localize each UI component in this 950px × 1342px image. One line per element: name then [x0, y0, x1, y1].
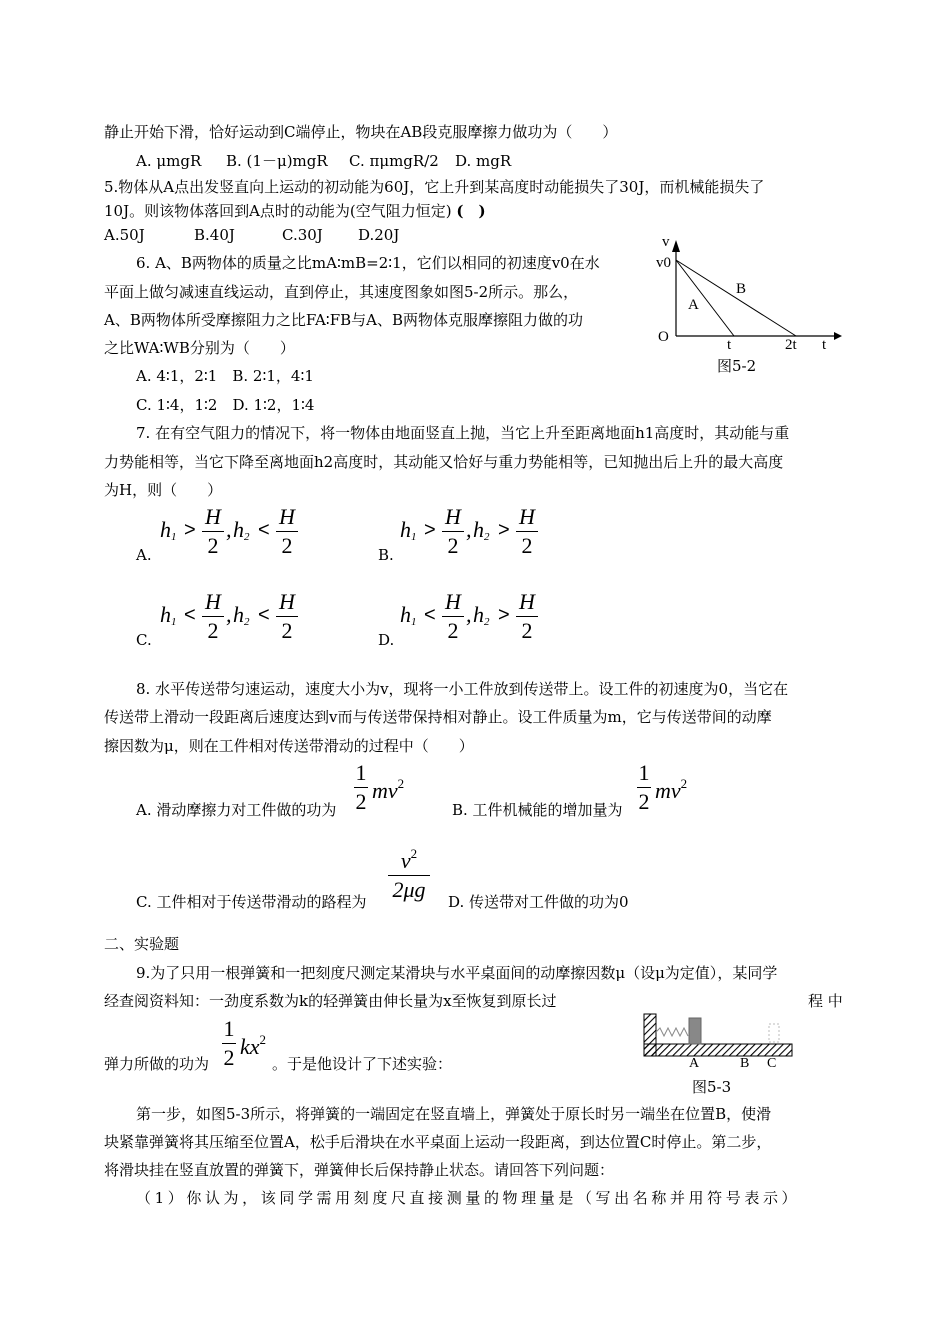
q5-stem-text: 10J。则该物体落回到A点时的动能为(空气阻力恒定): [104, 202, 452, 220]
tick-2t-label: 2t: [785, 337, 797, 353]
q5-stem-line1: 5.物体从A点出发竖直向上运动的初动能为60J，它上升到某高度时动能损失了30J，而机械能损失了: [104, 178, 765, 196]
q9-step1-line1: 第一步，如图5-3所示，将弹簧的一端固定在竖直墙上，弹簧处于原长时另一端坐在位置B，使滑: [136, 1105, 772, 1123]
q5-option-c: C.30J: [282, 226, 323, 244]
q4-option-b: B. (1－μ)mgR: [226, 152, 328, 170]
position-a-label: A: [689, 1056, 700, 1070]
q9-subquestion-1: （1）你认为，该同学需用刻度尺直接测量的物理量是（写出名称并用符号表示）: [136, 1189, 801, 1207]
line-a-label: A: [688, 297, 699, 313]
origin-label: O: [658, 329, 669, 345]
q8-stem-line3: 擦因数为μ，则在工件相对传送带滑动的过程中（ ）: [104, 737, 474, 755]
figure-5-2-caption: 图5-2: [717, 357, 757, 375]
q8-stem-line2: 传送带上滑动一段距离后速度达到v而与传送带保持相对静止。设工件质量为m，它与传送带间的动摩: [104, 708, 772, 726]
q6-options-row2: C. 1∶4，1∶2 D. 1∶2，1∶4: [136, 396, 315, 414]
q9-step1-line2: 块紧靠弹簧将其压缩至位置A，松手后滑块在水平桌面上运动一段距离，到达位置C时停止。第二步，: [104, 1133, 772, 1151]
q9-stem-line1: 9.为了只用一根弹簧和一把刻度尺测定某滑块与水平桌面间的动摩擦因数μ（设μ为定值），某同学: [136, 964, 778, 982]
q6-stem-line3: A、B两物体所受摩擦阻力之比FA∶FB与A、B两物体克服摩擦阻力做的功: [104, 311, 583, 329]
q8-option-a: A. 滑动摩擦力对工件做的功为: [136, 801, 337, 819]
q7-option-c-label: C.: [136, 631, 152, 649]
q9-stem-line3: 弹力所做的功为: [104, 1055, 210, 1073]
q7-formula-c: h1 < H 2 , h2 < H 2: [160, 589, 320, 645]
q6-stem-line1: 6. A、B两物体的质量之比mA∶mB=2∶1，它们以相同的初速度v0在水: [136, 254, 600, 272]
q8-option-c: C. 工件相对于传送带滑动的路程为: [136, 893, 367, 911]
q7-option-b-label: B.: [378, 546, 394, 564]
q6-stem-line2: 平面上做匀减速直线运动，直到停止，其速度图象如图5-2所示。那么，: [104, 283, 579, 301]
q8-option-d: D. 传送带对工件做的功为0: [448, 893, 629, 911]
q7-formula-d: h1 < H 2 , h2 > H 2: [400, 589, 560, 645]
q8-option-b: B. 工件机械能的增加量为: [452, 801, 623, 819]
q9-formula-half-kx2: 1 2 $kx^2$: [223, 1016, 267, 1070]
spring-slider-diagram: [640, 1010, 800, 1070]
q7-stem-line2: 力势能相等，当它下降至离地面h2高度时，其动能又恰好与重力势能相等，已知抛出后上升的最大高度: [104, 453, 784, 471]
q8-formula-half-mv2-a: 1 2 $mv^2$: [355, 760, 405, 814]
q5-option-a: A.50J: [104, 226, 145, 244]
q4-option-c: C. πμmgR/2: [349, 152, 439, 170]
q7-stem-line1: 7. 在有空气阻力的情况下，将一物体由地面竖直上抛，当它上升至距离地面h1高度时，其动能与重: [136, 424, 790, 442]
q8-formula-v2-over-2mug: $v^2$ 2μg: [388, 846, 432, 906]
q9-stem-line2: 经查阅资料知：一劲度系数为k的轻弹簧由伸长量为x至恢复到原长过: [104, 992, 557, 1010]
q7-stem-line3: 为H，则（ ）: [104, 481, 223, 499]
axis-t-label: t: [822, 337, 827, 353]
q4-stem-tail: 静止开始下滑，恰好运动到C端停止，物块在AB段克服摩擦力做功为（ ）: [104, 123, 618, 141]
q9-step2-line: 将滑块挂在竖直放置的弹簧下，弹簧伸长后保持静止状态。请回答下列问题：: [104, 1161, 615, 1179]
q5-stem-line2: [104, 201, 486, 221]
position-b-label: B: [740, 1056, 750, 1070]
line-b-label: B: [736, 281, 747, 297]
tick-t-label: t: [727, 337, 732, 353]
q7-option-d-label: D.: [378, 631, 395, 649]
figure-5-3-caption: 图5-3: [692, 1078, 732, 1096]
q7-option-a-label: A.: [136, 546, 152, 564]
q4-option-d: D. mgR: [455, 152, 512, 170]
q6-options-row1: A. 4∶1，2∶1 B. 2∶1，4∶1: [136, 367, 314, 385]
q8-formula-half-mv2-b: 1 2 $mv^2$: [638, 760, 688, 814]
q5-option-d: D.20J: [358, 226, 400, 244]
axis-v-label: v: [662, 234, 670, 250]
q7-formula-a: h1 > H 2 , h2 < H 2: [160, 504, 320, 560]
q7-formula-b: h1 > H 2 , h2 > H 2: [400, 504, 560, 560]
q4-option-a: A. μmgR: [136, 152, 202, 170]
q5-answer-paren: ( ): [456, 202, 486, 220]
q6-stem-line4: 之比WA∶WB分别为（ ）: [104, 339, 295, 357]
position-c-label: C: [767, 1056, 777, 1070]
q9-stem-line2-end: 程 中: [808, 992, 843, 1010]
v0-label: v0: [656, 255, 671, 271]
q5-option-b: B.40J: [194, 226, 235, 244]
q9-stem-line3-end: 。于是他设计了下述实验：: [272, 1055, 453, 1073]
section-2-heading: 二、实验题: [104, 935, 180, 953]
q8-stem-line1: 8. 水平传送带匀速运动，速度大小为v，现将一小工件放到传送带上。设工件的初速度为0，当它在: [136, 680, 789, 698]
